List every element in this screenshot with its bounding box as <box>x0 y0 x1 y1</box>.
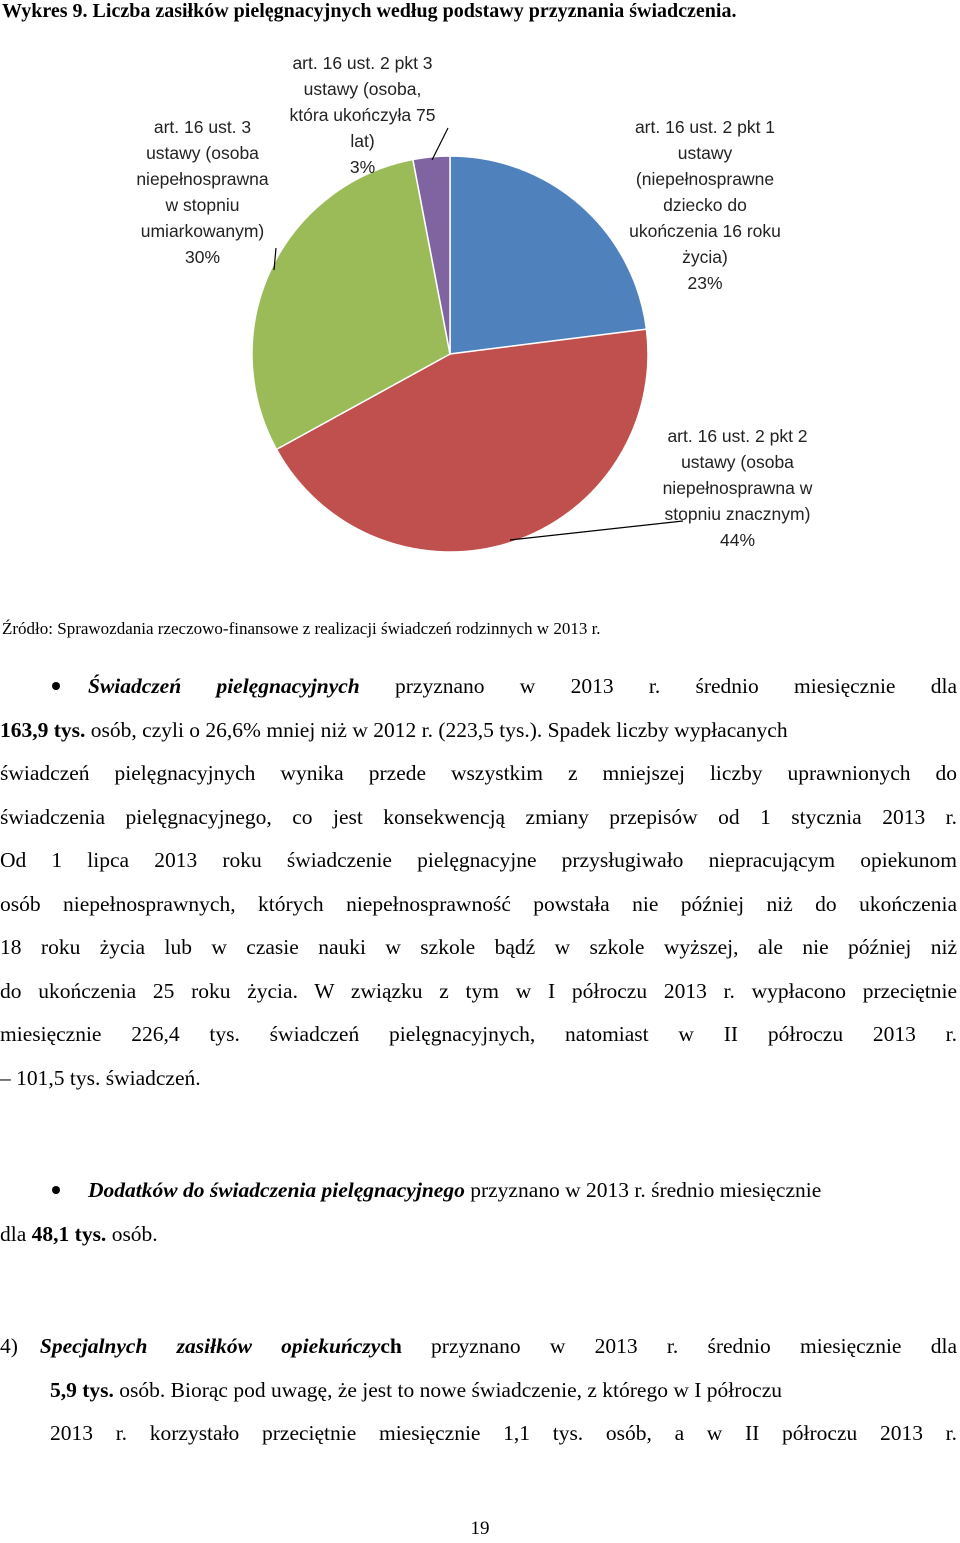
para-line <box>0 1369 957 1413</box>
pie-label-line: ukończenia 16 roku <box>629 221 781 241</box>
para-line: świadczeń pielęgnacyjnych wynika przede wszystkim z mniejszej liczby uprawnionych do <box>0 761 957 785</box>
para-line: Od 1 lipca 2013 roku świadczenie pielęgnacyjne przysługiwało niepracującym opiekunom <box>0 848 957 872</box>
bullet-icon <box>52 682 60 690</box>
figure-title: Wykres 9. Liczba zasiłków pielęgnacyjnych według podstawy przyznania świadczenia. <box>2 0 737 22</box>
source-note: Źródło: Sprawozdania rzeczowo-finansowe z realizacji świadczeń rodzinnych w 2013 r. <box>2 619 601 638</box>
value-163-9: 163,9 tys. <box>0 717 86 742</box>
para-text: osób. Biorąc pod uwagę, że jest to nowe świadczenie, z którego w I półroczu <box>113 1377 782 1402</box>
pie-label-line: ustawy (osoba <box>681 452 794 472</box>
value-5-9: 5,9 tys. <box>50 1377 114 1402</box>
pie-label-line: 30% <box>184 247 221 267</box>
pie-label-line: art. 16 ust. 2 pkt 2 <box>667 426 808 446</box>
pie-label-znaczny <box>640 423 835 553</box>
pie-label-line: niepełnosprawna w <box>662 478 813 498</box>
list-number: 4) <box>0 1334 18 1358</box>
pie-label-75-lat <box>265 50 460 180</box>
para-text: osób. <box>106 1221 158 1246</box>
pie-label-line: 3% <box>349 157 376 177</box>
pie-label-line: lat) <box>350 131 375 151</box>
para-text: dla <box>0 1221 32 1246</box>
pie-label-line: niepełnosprawna <box>136 169 269 189</box>
pie-label-dziecko <box>605 114 805 296</box>
pie-label-line: (niepełnosprawne <box>635 169 775 189</box>
pie-label-line: stopniu znacznym) <box>664 504 811 524</box>
page-number: 19 <box>470 1518 490 1539</box>
para-line <box>0 1213 957 1257</box>
para-line: 2013 r. korzystało przeciętnie miesięcznie 1,1 tys. osób, a w II półroczu 2013 r. <box>50 1421 957 1445</box>
para-line <box>0 709 957 753</box>
para-line <box>0 665 957 709</box>
para-text: przyznano w 2013 r. średnio miesięcznie dla <box>359 674 958 698</box>
para-line: świadczenia pielęgnacyjnego, co jest konsekwencją zmiany przepisów od 1 stycznia 2013 r. <box>0 804 957 829</box>
para-line <box>0 1169 957 1213</box>
paragraph-swiadczenia <box>0 665 957 1100</box>
para-line: – 101,5 tys. świadczeń. <box>0 1065 201 1090</box>
pie-label-line: 23% <box>687 273 723 293</box>
pie-label-line: ustawy (osoba, <box>303 79 422 99</box>
term-swiadczenia: Świadczeń pielęgnacyjnych <box>88 674 360 698</box>
paragraph-dodatki <box>0 1169 957 1256</box>
para-line: 18 roku życia lub w czasie nauki w szkole bądź w szkole wyższej, ale nie później niż <box>0 935 957 959</box>
pie-label-line: w stopniu <box>165 195 240 215</box>
pie-label-line: umiarkowanym) <box>140 221 265 241</box>
pie-label-line: art. 16 ust. 2 pkt 3 <box>292 53 433 73</box>
pie-label-line: życia) <box>682 247 728 267</box>
pie-label-line: ustawy <box>677 143 733 163</box>
bullet-icon <box>52 1186 60 1194</box>
pie-label-line: która ukończyła 75 <box>289 105 436 125</box>
pie-label-umiarkowany <box>115 114 290 270</box>
para-text: przyznano w 2013 r. średnio miesięcznie <box>464 1178 822 1202</box>
para-line: osób niepełnosprawnych, których niepełnosprawność powstała nie później niż do ukończenia <box>0 891 957 916</box>
para-text: przyznano w 2013 r. średnio miesięcznie dla <box>401 1334 957 1358</box>
pie-label-line: dziecko do <box>663 195 747 215</box>
pie-label-line: 44% <box>719 530 756 550</box>
value-48-1: 48,1 tys. <box>31 1221 107 1246</box>
para-text: osób, czyli o 26,6% mniej niż w 2012 r. (223,5 tys.). Spadek liczby wypłacanych <box>85 717 788 742</box>
term-dodatki: Dodatków do świadczenia pielęgnacyjnego <box>88 1178 465 1202</box>
pie-label-line: ustawy (osoba <box>146 143 259 163</box>
pie-label-line: art. 16 ust. 3 <box>153 117 252 137</box>
term-zasilki-suffix: ch <box>380 1334 402 1358</box>
paragraph-zasilki-opiekuncze <box>0 1325 957 1456</box>
para-line: do ukończenia 25 roku życia. W związku z tym w I półroczu 2013 r. wypłacono przeciętnie <box>0 978 957 1003</box>
term-zasilki: Specjalnych zasiłków opiekuńczy <box>39 1334 381 1358</box>
para-line <box>0 1325 957 1369</box>
pie-label-line: art. 16 ust. 2 pkt 1 <box>634 117 776 137</box>
para-line: miesięcznie 226,4 tys. świadczeń pielęgnacyjnych, natomiast w II półroczu 2013 r. <box>0 1022 957 1046</box>
